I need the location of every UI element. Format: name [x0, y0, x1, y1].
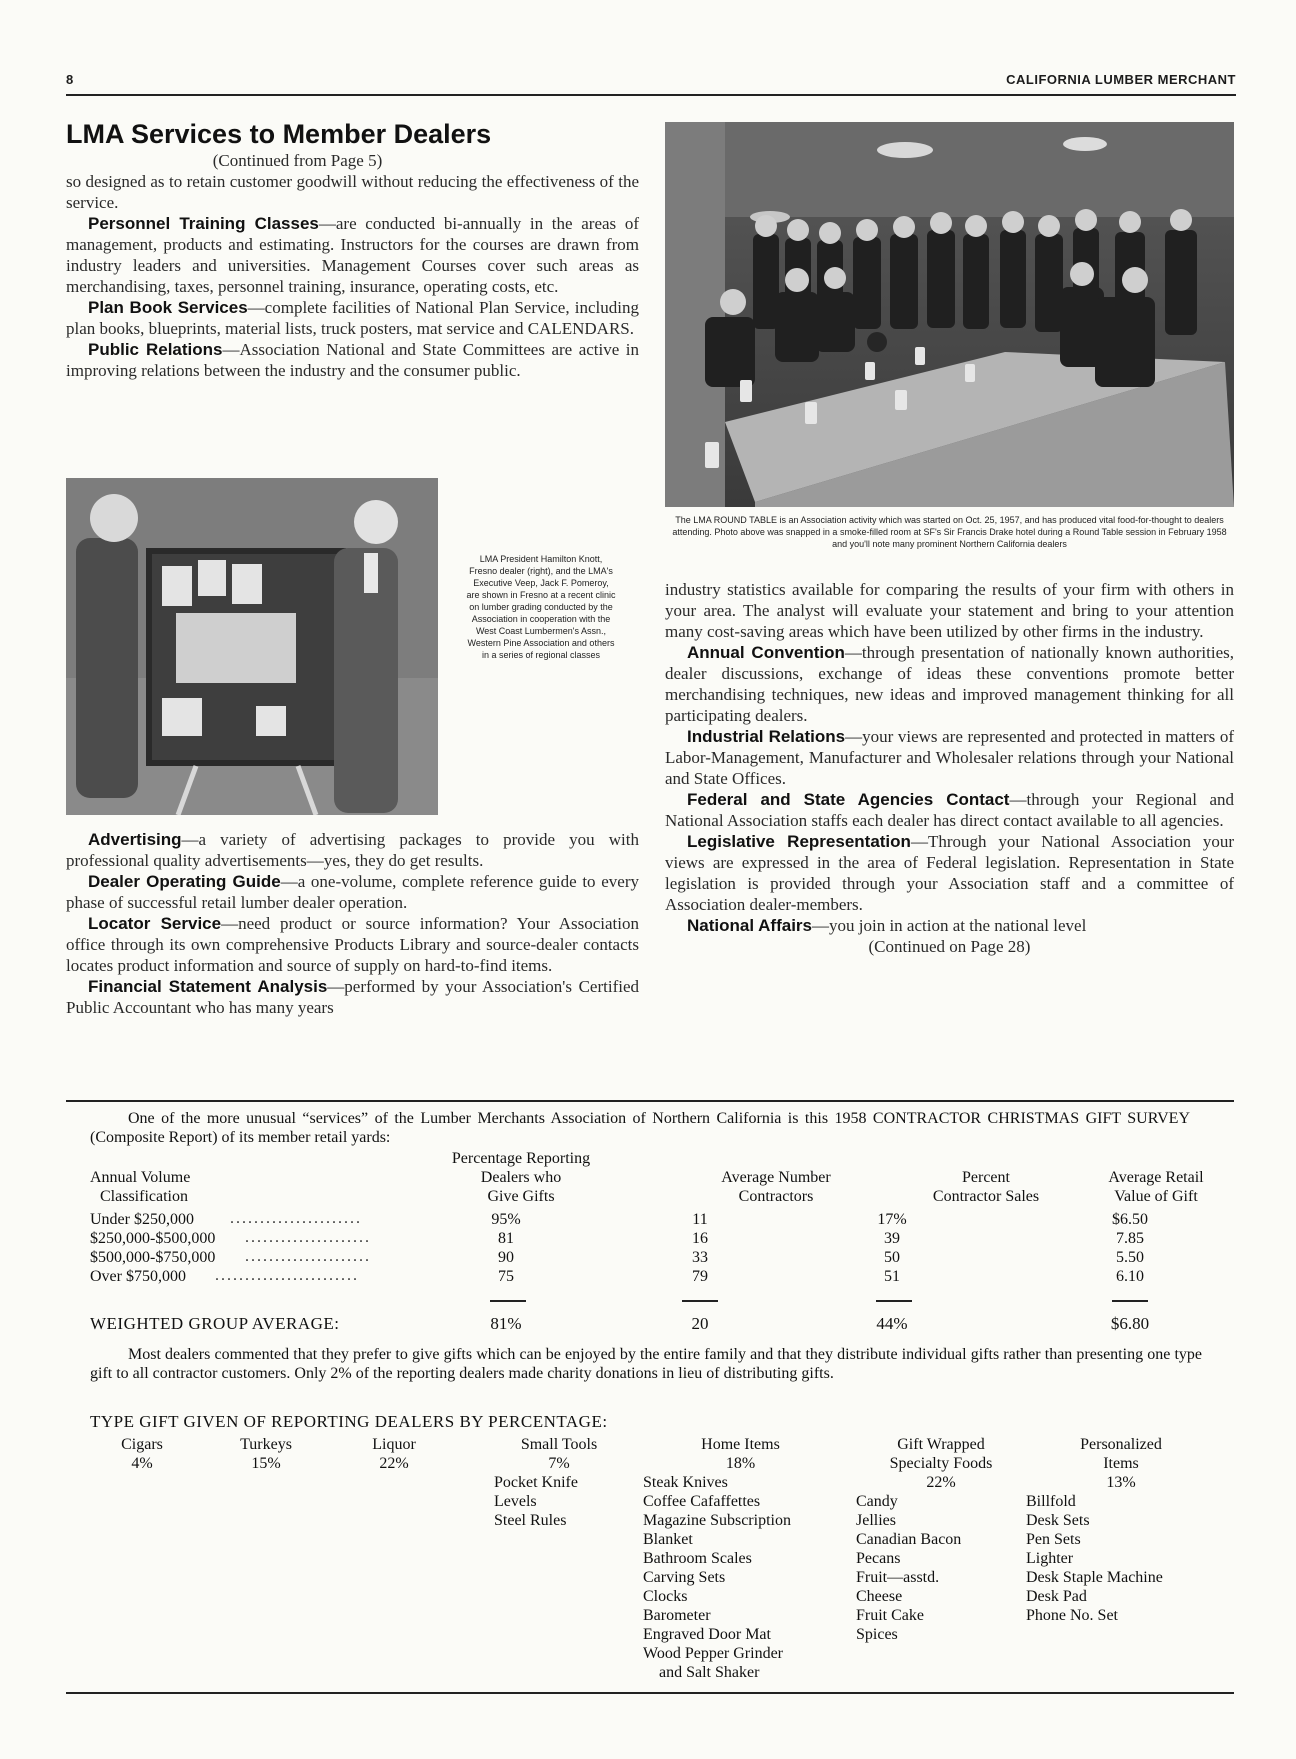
list-item: Billfold [1026, 1493, 1076, 1510]
list-item: Wood Pepper Grinder [643, 1645, 784, 1662]
total-rule [490, 1300, 526, 1302]
list-item: Barometer [643, 1607, 711, 1624]
left-column-bottom [66, 829, 639, 1018]
list-item: Desk Pad [1026, 1588, 1087, 1605]
table-row: $250,000-$500,000 ..................... 81 16 39 7.85 [90, 1229, 1144, 1247]
weighted-average-row: WEIGHTED GROUP AVERAGE: 81% 20 44% $6.80 [90, 1314, 1150, 1333]
survey-comment: Most dealers commented that they prefer to give gifts which can be enjoyed by the entire family and that they distribute individual gifts rather than presenting one type gift to all contractor customers. Only 2% of the reporting dealers made charity donations in lieu of distributing gifts. [90, 1346, 1202, 1382]
gift-column-liquor: Liquor 22% [372, 1436, 416, 1472]
list-item: Pocket Knife [494, 1474, 578, 1491]
service-item: Locator Service—need product or source information? Your Association office through its own comprehensive Products Library and source-dealer contacts locates product information and source of supply on hard-to-find items. [66, 914, 640, 975]
list-item: Desk Sets [1026, 1512, 1090, 1529]
list-item: Fruit Cake [856, 1607, 924, 1624]
list-item: Blanket [643, 1531, 693, 1548]
service-item: National Affairs—you join in action at the national level [687, 916, 1087, 935]
list-item: Fruit—asstd. [856, 1569, 940, 1586]
article-title: LMA Services to Member Dealers [66, 119, 492, 149]
list-item: Clocks [643, 1588, 688, 1605]
service-item: Advertising—a variety of advertising packages to provide you with professional quality advertisements—yes, they do get results. [66, 830, 639, 870]
gift-type-title: TYPE GIFT GIVEN OF REPORTING DEALERS BY PERCENTAGE: [90, 1412, 608, 1431]
page-header [66, 68, 1236, 96]
survey-intro: One of the more unusual “services” of the Lumber Merchants Association of Northern California is this 1958 CONTRACTOR CHRISTMAS GIFT SURVEY (Composite Report) of its member retail yards: [90, 1110, 1190, 1146]
list-item: Steak Knives [643, 1474, 728, 1491]
service-item: Annual Convention—through presentation of nationally known authorities, dealer discussions, exchange of ideas these conventions promote better merchandising techniques, new ideas and improved management thinking for all participating dealers. [665, 643, 1234, 725]
article-intro: so designed as to retain customer goodwill without reducing the effectiveness of the service. [66, 172, 639, 212]
survey-table-rows [90, 1210, 1234, 1333]
president-photo [66, 478, 438, 815]
service-item: Legislative Representation—Through your National Association your views are expressed in the area of Federal legislation. Representation in State legislation is provided through your Association staff and a committee of Association dealer-members. [665, 832, 1234, 914]
header-annual-volume: Annual Volume Classification [90, 1169, 191, 1205]
gift-column-home-items: Home Items 18% Steak Knives Coffee Cafaffettes Magazine Subscription Blanket Bathroom Scales Carving Sets Clocks Barometer Engraved Door Mat Wood Pepper Grinder and Salt Shaker [643, 1435, 838, 1682]
president-photo-image [66, 478, 438, 815]
page-number: 8 [66, 72, 74, 87]
list-item: Bathroom Scales [643, 1550, 752, 1567]
header-pct-reporting: Percentage Reporting Dealers who Give Gifts [451, 1150, 591, 1205]
gift-column-small-tools: Small Tools 7% Pocket Knife Levels Steel Rules [494, 1435, 624, 1530]
list-item: Candy [856, 1493, 898, 1510]
header-pct-sales: Percent Contractor Sales [932, 1169, 1040, 1205]
list-item: Spices [856, 1626, 898, 1643]
gift-column-cigars: Cigars 4% [121, 1436, 163, 1472]
service-item: Plan Book Services—complete facilities of National Plan Service, including plan books, blueprints, material lists, truck posters, mat service and CALENDARS. [66, 298, 639, 338]
list-item: Desk Staple Machine [1026, 1569, 1163, 1586]
gift-column-gift-wrapped: Gift Wrapped Specialty Foods 22% Candy Jellies Canadian Bacon Pecans Fruit—asstd. Cheese Fruit Cake Spices [856, 1435, 1026, 1644]
gift-column-turkeys: Turkeys 15% [240, 1436, 292, 1472]
service-item: Public Relations—Association National and State Committees are active in improving relations between the industry and the consumer public. [66, 340, 640, 380]
list-item: Levels [494, 1493, 537, 1510]
list-item: Coffee Cafaffettes [643, 1493, 761, 1510]
president-caption: LMA President Hamilton Knott, Fresno dealer (right), and the LMA's Executive Veep, Jack F. Pomeroy, are shown in Fresno at a recent clinic on lumber grading conducted by the Association in cooperation with the West Coast Lumbermen's Assn., Western Pine Association and others in a series of regional classes [466, 554, 616, 660]
list-item: Phone No. Set [1026, 1607, 1118, 1624]
right-intro: industry statistics available for comparing the results of your firm with others in your area. The analyst will evaluate your statement and bring to your attention many cost-saving areas which have been utilized by other firms in the industry. [665, 580, 1234, 641]
list-item: Magazine Subscription [643, 1512, 791, 1529]
list-item: Canadian Bacon [856, 1531, 962, 1548]
list-item: Lighter [1026, 1550, 1074, 1567]
list-item: Engraved Door Mat [643, 1626, 771, 1643]
right-column-text [665, 579, 1234, 957]
round-table-caption: The LMA ROUND TABLE is an Association activity which was started on Oct. 25, 1957, and has produced vital food-for-thought to dealers attending. Photo above was snapped in a smoke-filled room at SF's Sir Francis Drake hotel during a Round Table session in February 1958 and you'll note many prominent Northern California dealers [672, 515, 1227, 549]
total-rule [682, 1300, 718, 1302]
list-item: Pecans [856, 1550, 901, 1567]
table-row: Under $250,000 ...................... 95% 11 17% $6.50 [90, 1210, 1148, 1228]
header-avg-contractors: Average Number Contractors [721, 1169, 831, 1205]
service-item: Financial Statement Analysis—performed by your Association's Certified Public Accountant who has many years [66, 977, 639, 1017]
table-row: $500,000-$750,000 ..................... 90 33 50 5.50 [90, 1248, 1144, 1266]
round-table-photo-image [665, 122, 1234, 507]
header-avg-value: Average Retail Value of Gift [1108, 1169, 1204, 1205]
list-item: Jellies [856, 1512, 896, 1529]
left-column-top [66, 118, 639, 381]
service-item: Industrial Relations—your views are represented and protected in matters of Labor-Management, Manufacturer and Wholesaler relations through your National and State Offices. [665, 727, 1234, 788]
list-item: Pen Sets [1026, 1531, 1081, 1548]
continued-on: (Continued on Page 28) [868, 937, 1031, 956]
service-item: Federal and State Agencies Contact—through your Regional and National Association staffs each dealer has direct contact available to all agencies. [665, 790, 1235, 830]
list-item: and Salt Shaker [659, 1664, 760, 1681]
list-item: Steel Rules [494, 1512, 567, 1529]
round-table-photo [665, 122, 1234, 507]
list-item: Carving Sets [643, 1569, 726, 1586]
list-item: Cheese [856, 1588, 903, 1605]
service-item: Dealer Operating Guide—a one-volume, complete reference guide to every phase of successful retail lumber dealer operation. [66, 872, 639, 912]
table-row: Over $750,000 ........................ 75 79 51 6.10 [90, 1267, 1144, 1285]
total-rule [1112, 1300, 1148, 1302]
publication-name: CALIFORNIA LUMBER MERCHANT [1006, 72, 1236, 87]
total-rule [876, 1300, 912, 1302]
continued-from: (Continued from Page 5) [212, 151, 383, 170]
service-item: Personnel Training Classes—are conducted bi-annually in the areas of management, products and estimating. Instructors for the courses are drawn from industry leaders and universities. Management Courses cover such areas as merchandising, taxes, personnel training, insurance, operating costs, etc. [66, 214, 639, 296]
gift-survey-box [66, 1100, 1234, 1694]
gift-column-personalized: Personalized Items 13% Billfold Desk Sets Pen Sets Lighter Desk Staple Machine Desk Pad Phone No. Set [1026, 1435, 1216, 1625]
